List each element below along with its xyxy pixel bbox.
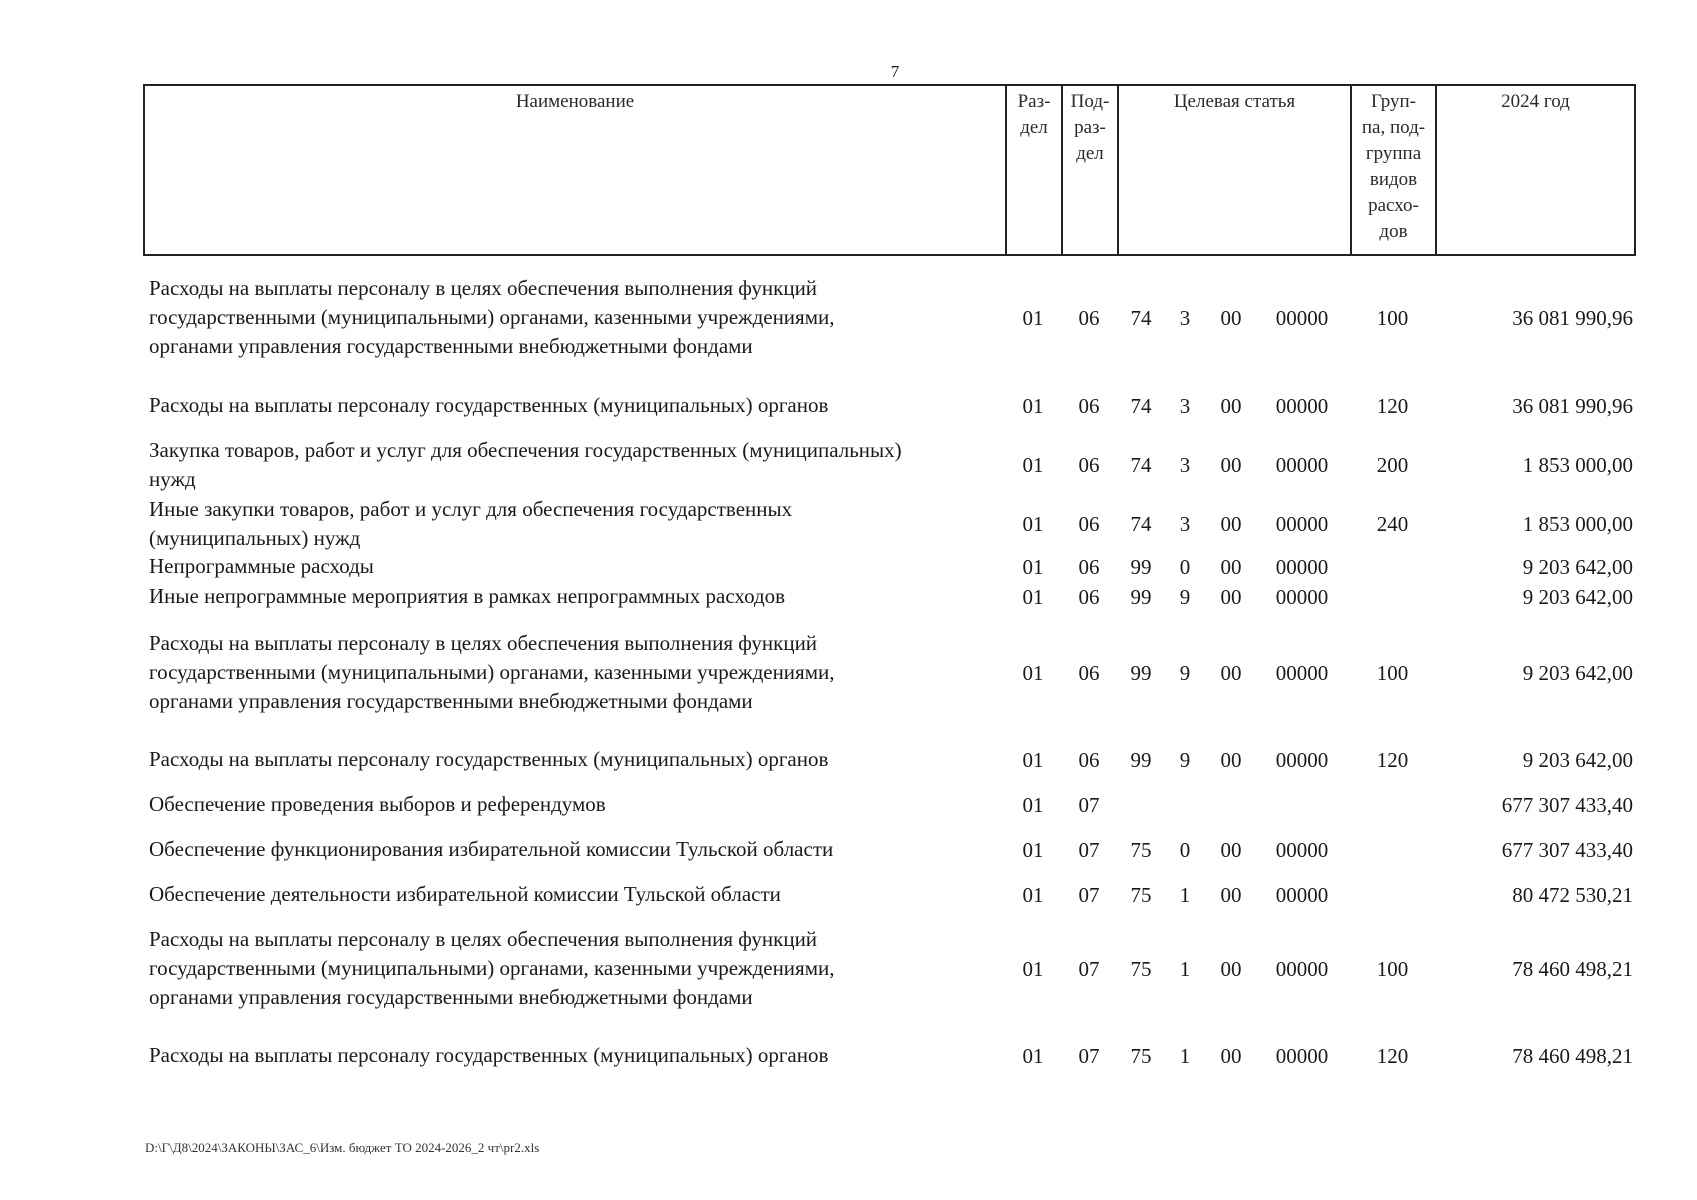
cell-razdel: 01 (1022, 660, 1044, 685)
cell-razdel: 01 (1022, 1043, 1044, 1068)
header-podrazdel: Под- раз- дел (1061, 86, 1117, 254)
cell-target-1: 99 (1130, 747, 1152, 772)
cell-razdel: 01 (1022, 452, 1044, 477)
cell-target-4 (1257, 790, 1347, 820)
row-name: Обеспечение проведения выборов и референдумов (149, 792, 606, 816)
cell-target-2: 1 (1179, 956, 1191, 981)
cell-target-4: 00000 (1275, 882, 1329, 907)
cell-target-3: 00 (1220, 554, 1242, 579)
cell-sum: 80 472 530,21 (1512, 882, 1633, 907)
cell-target-3: 00 (1220, 837, 1242, 862)
cell-target-3: 00 (1220, 660, 1242, 685)
row-name: Расходы на выплаты персоналу государственных (муниципальных) органов (149, 1043, 829, 1067)
cell-razdel: 01 (1022, 511, 1044, 536)
cell-group: 200 (1376, 452, 1409, 477)
cell-target-3: 00 (1220, 452, 1242, 477)
cell-target-2: 0 (1179, 837, 1191, 862)
cell-target-3: 00 (1220, 305, 1242, 330)
cell-sum: 9 203 642,00 (1522, 747, 1633, 772)
cell-target-1: 99 (1130, 554, 1152, 579)
cell-sum: 78 460 498,21 (1512, 956, 1633, 981)
cell-target-4: 00000 (1275, 837, 1329, 862)
cell-target-2: 3 (1179, 393, 1191, 418)
row-name: Иные закупки товаров, работ и услуг для обеспечения государственных (муниципальных) нужд (149, 497, 793, 550)
cell-target-1: 75 (1130, 956, 1152, 981)
cell-target-4: 00000 (1275, 747, 1329, 772)
row-name: Иные непрограммные мероприятия в рамках непрограммных расходов (149, 584, 786, 608)
cell-target-2: 3 (1179, 305, 1191, 330)
cell-target-2: 9 (1179, 747, 1191, 772)
cell-razdel: 01 (1022, 882, 1044, 907)
cell-target-1: 99 (1130, 584, 1152, 609)
row-name: Расходы на выплаты персоналу в целях обеспечения выполнения функций государственными (муниципальными) органами, казенными учреждениями, органами управления государственными внебюджетными фондами (149, 631, 835, 713)
page-number: 7 (890, 62, 900, 81)
cell-target-3: 00 (1220, 584, 1242, 609)
header-year: 2024 год (1435, 86, 1634, 254)
cell-target-3: 00 (1220, 1043, 1242, 1068)
cell-group (1350, 582, 1435, 612)
cell-podrazdel: 06 (1078, 393, 1100, 418)
header-razdel: Раз- дел (1005, 86, 1061, 254)
cell-target-2: 1 (1179, 882, 1191, 907)
table-row (0, 582, 1697, 612)
cell-target-4: 00000 (1275, 956, 1329, 981)
cell-podrazdel: 07 (1078, 1043, 1100, 1068)
cell-target-4: 00000 (1275, 393, 1329, 418)
header-target: Целевая статья (1117, 86, 1350, 254)
cell-group: 100 (1376, 305, 1409, 330)
cell-target-2: 0 (1179, 554, 1191, 579)
cell-target-1: 74 (1130, 305, 1152, 330)
cell-target-4: 00000 (1275, 511, 1329, 536)
cell-podrazdel: 07 (1078, 837, 1100, 862)
cell-group (1350, 790, 1435, 820)
cell-target-4: 00000 (1275, 452, 1329, 477)
table-row (0, 925, 1697, 1013)
cell-podrazdel: 06 (1078, 511, 1100, 536)
cell-target-1: 74 (1130, 393, 1152, 418)
cell-sum: 78 460 498,21 (1512, 1043, 1633, 1068)
table-row (0, 274, 1697, 362)
cell-sum: 1 853 000,00 (1522, 452, 1633, 477)
cell-podrazdel: 06 (1078, 305, 1100, 330)
table-row (0, 835, 1697, 865)
cell-target-4: 00000 (1275, 1043, 1329, 1068)
cell-sum: 9 203 642,00 (1522, 660, 1633, 685)
table-row (0, 436, 1697, 494)
cell-target-1: 75 (1130, 837, 1152, 862)
cell-target-1: 75 (1130, 1043, 1152, 1068)
cell-podrazdel: 06 (1078, 452, 1100, 477)
cell-razdel: 01 (1022, 956, 1044, 981)
cell-target-1: 74 (1130, 511, 1152, 536)
cell-target-4: 00000 (1275, 305, 1329, 330)
table-row (0, 391, 1697, 421)
row-name: Обеспечение деятельности избирательной комиссии Тульской области (149, 882, 781, 906)
table-row (0, 745, 1697, 775)
table-row (0, 880, 1697, 910)
cell-razdel: 01 (1022, 747, 1044, 772)
cell-razdel: 01 (1022, 584, 1044, 609)
cell-target-4: 00000 (1275, 554, 1329, 579)
cell-sum: 677 307 433,40 (1501, 792, 1633, 817)
cell-group: 240 (1376, 511, 1409, 536)
cell-target-1: 75 (1130, 882, 1152, 907)
cell-razdel: 01 (1022, 393, 1044, 418)
cell-sum: 677 307 433,40 (1501, 837, 1633, 862)
cell-podrazdel: 07 (1078, 792, 1100, 817)
cell-target-3: 00 (1220, 747, 1242, 772)
cell-podrazdel: 06 (1078, 747, 1100, 772)
cell-razdel: 01 (1022, 837, 1044, 862)
cell-target-2: 3 (1179, 452, 1191, 477)
cell-sum: 36 081 990,96 (1512, 393, 1633, 418)
cell-target-4: 00000 (1275, 660, 1329, 685)
row-name: Непрограммные расходы (149, 554, 374, 578)
cell-podrazdel: 06 (1078, 660, 1100, 685)
cell-target-3: 00 (1220, 393, 1242, 418)
row-name: Расходы на выплаты персоналу в целях обеспечения выполнения функций государственными (муниципальными) органами, казенными учреждениями, органами управления государственными внебюджетными фондами (149, 276, 835, 358)
table-row (0, 790, 1697, 820)
cell-group: 100 (1376, 956, 1409, 981)
cell-target-2: 9 (1179, 660, 1191, 685)
row-name: Обеспечение функционирования избирательной комиссии Тульской области (149, 837, 834, 861)
cell-target-3: 00 (1220, 882, 1242, 907)
cell-sum: 36 081 990,96 (1512, 305, 1633, 330)
cell-target-4: 00000 (1275, 584, 1329, 609)
cell-sum: 1 853 000,00 (1522, 511, 1633, 536)
cell-podrazdel: 06 (1078, 554, 1100, 579)
cell-target-1: 74 (1130, 452, 1152, 477)
header-group: Груп- па, под- группа видов расхо- дов (1350, 86, 1435, 254)
cell-target-2: 3 (1179, 511, 1191, 536)
cell-razdel: 01 (1022, 792, 1044, 817)
cell-group: 100 (1376, 660, 1409, 685)
cell-razdel: 01 (1022, 554, 1044, 579)
cell-target-2 (1165, 790, 1205, 820)
row-name: Расходы на выплаты персоналу государственных (муниципальных) органов (149, 747, 829, 771)
cell-group: 120 (1376, 1043, 1409, 1068)
cell-group: 120 (1376, 393, 1409, 418)
cell-podrazdel: 06 (1078, 584, 1100, 609)
cell-group (1350, 880, 1435, 910)
cell-podrazdel: 07 (1078, 882, 1100, 907)
cell-target-3: 00 (1220, 956, 1242, 981)
cell-target-1: 99 (1130, 660, 1152, 685)
row-name: Закупка товаров, работ и услуг для обеспечения государственных (муниципальных) нужд (149, 438, 902, 491)
cell-razdel: 01 (1022, 305, 1044, 330)
cell-target-3: 00 (1220, 511, 1242, 536)
row-name: Расходы на выплаты персоналу государственных (муниципальных) органов (149, 393, 829, 417)
cell-podrazdel: 07 (1078, 956, 1100, 981)
cell-sum: 9 203 642,00 (1522, 554, 1633, 579)
cell-target-2: 9 (1179, 584, 1191, 609)
row-name: Расходы на выплаты персоналу в целях обеспечения выполнения функций государственными (муниципальными) органами, казенными учреждениями, органами управления государственными внебюджетными фондами (149, 927, 835, 1009)
cell-sum: 9 203 642,00 (1522, 584, 1633, 609)
cell-group (1350, 552, 1435, 582)
table-row (0, 495, 1697, 553)
table-row (0, 629, 1697, 717)
cell-target-1 (1117, 790, 1165, 820)
table-row (0, 552, 1697, 582)
cell-group: 120 (1376, 747, 1409, 772)
table-row (0, 1041, 1697, 1071)
cell-target-2: 1 (1179, 1043, 1191, 1068)
header-name: Наименование (515, 91, 635, 112)
cell-group (1350, 835, 1435, 865)
cell-target-3 (1205, 790, 1257, 820)
file-path-footer: D:\Г\Д8\2024\ЗАКОНЫ\ЗАС_6\Изм. бюджет ТО 2024-2026_2 чт\pr2.xls (145, 1140, 540, 1155)
